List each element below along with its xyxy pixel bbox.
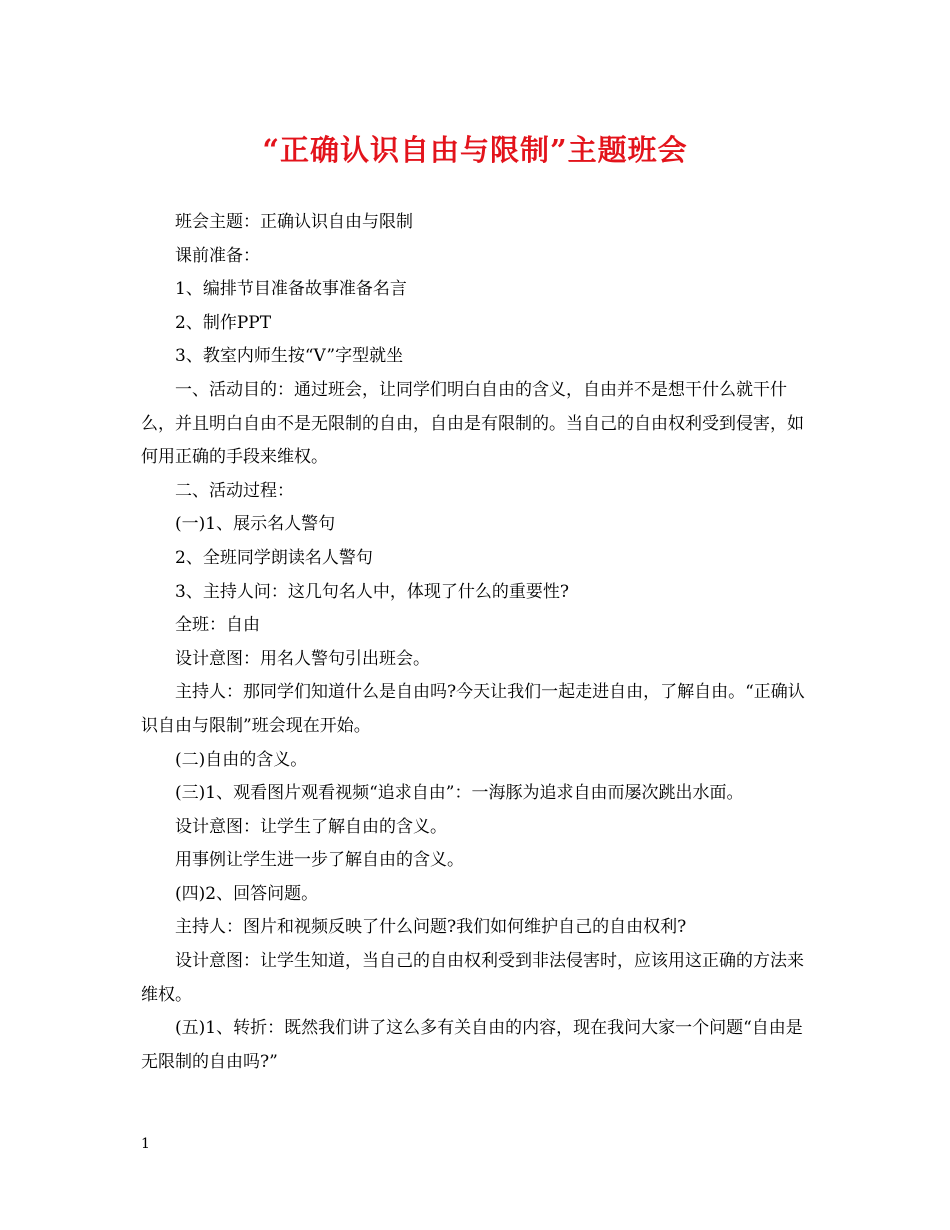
paragraph: 用事例让学生进一步了解自由的含义。 [175,850,464,871]
paragraph: 设计意图：让学生知道，当自己的自由权利受到非法侵害时，应该用这正确的方法来维权。 [141,951,804,1005]
paragraph: 设计意图：用名人警句引出班会。 [175,648,430,669]
paragraph: (四)2、回答问题。 [175,883,319,904]
paragraph: 1、编排节目准备故事准备名言 [175,279,407,300]
paragraph: 班会主题：正确认识自由与限制 [175,212,413,232]
page-number: 1 [141,1136,150,1152]
paragraph: 课前准备： [175,245,260,266]
document-body [141,206,813,1079]
paragraph: 主持人：图片和视频反映了什么问题?我们如何维护自己的自由权利? [175,917,687,938]
paragraph: 主持人：那同学们知道什么是自由吗?今天让我们一起走进自由，了解自由。“正确认识自由与限制”班会现在开始。 [141,682,805,736]
document-title: “正确认识自由与限制”主题班会 [262,133,688,167]
paragraph: (五)1、转折：既然我们讲了这么多有关自由的内容，现在我问大家一个问题“自由是无限制的自由吗?” [141,1018,803,1072]
paragraph: 2、制作PPT [175,312,272,333]
paragraph: 3、教室内师生按“V”字型就坐 [175,346,404,367]
paragraph: 一、活动目的：通过班会，让同学们明白自由的含义，自由并不是想干什么就干什么，并且明白自由不是无限制的自由，自由是有限制的。当自己的自由权利受到侵害，如何用正确的手段来维权。 [141,379,804,468]
paragraph: 2、全班同学朗读名人警句 [175,547,373,568]
paragraph: (一)1、展示名人警句 [175,514,336,535]
paragraph: 设计意图：让学生了解自由的含义。 [175,816,447,837]
paragraph: 二、活动过程： [175,480,294,501]
paragraph: (三)1、观看图片观看视频“追求自由”：一海豚为追求自由而屡次跳出水面。 [175,783,744,804]
paragraph: 全班：自由 [175,615,260,636]
paragraph: (二)自由的含义。 [175,749,308,770]
paragraph: 3、主持人问：这几句名人中，体现了什么的重要性? [175,581,569,602]
